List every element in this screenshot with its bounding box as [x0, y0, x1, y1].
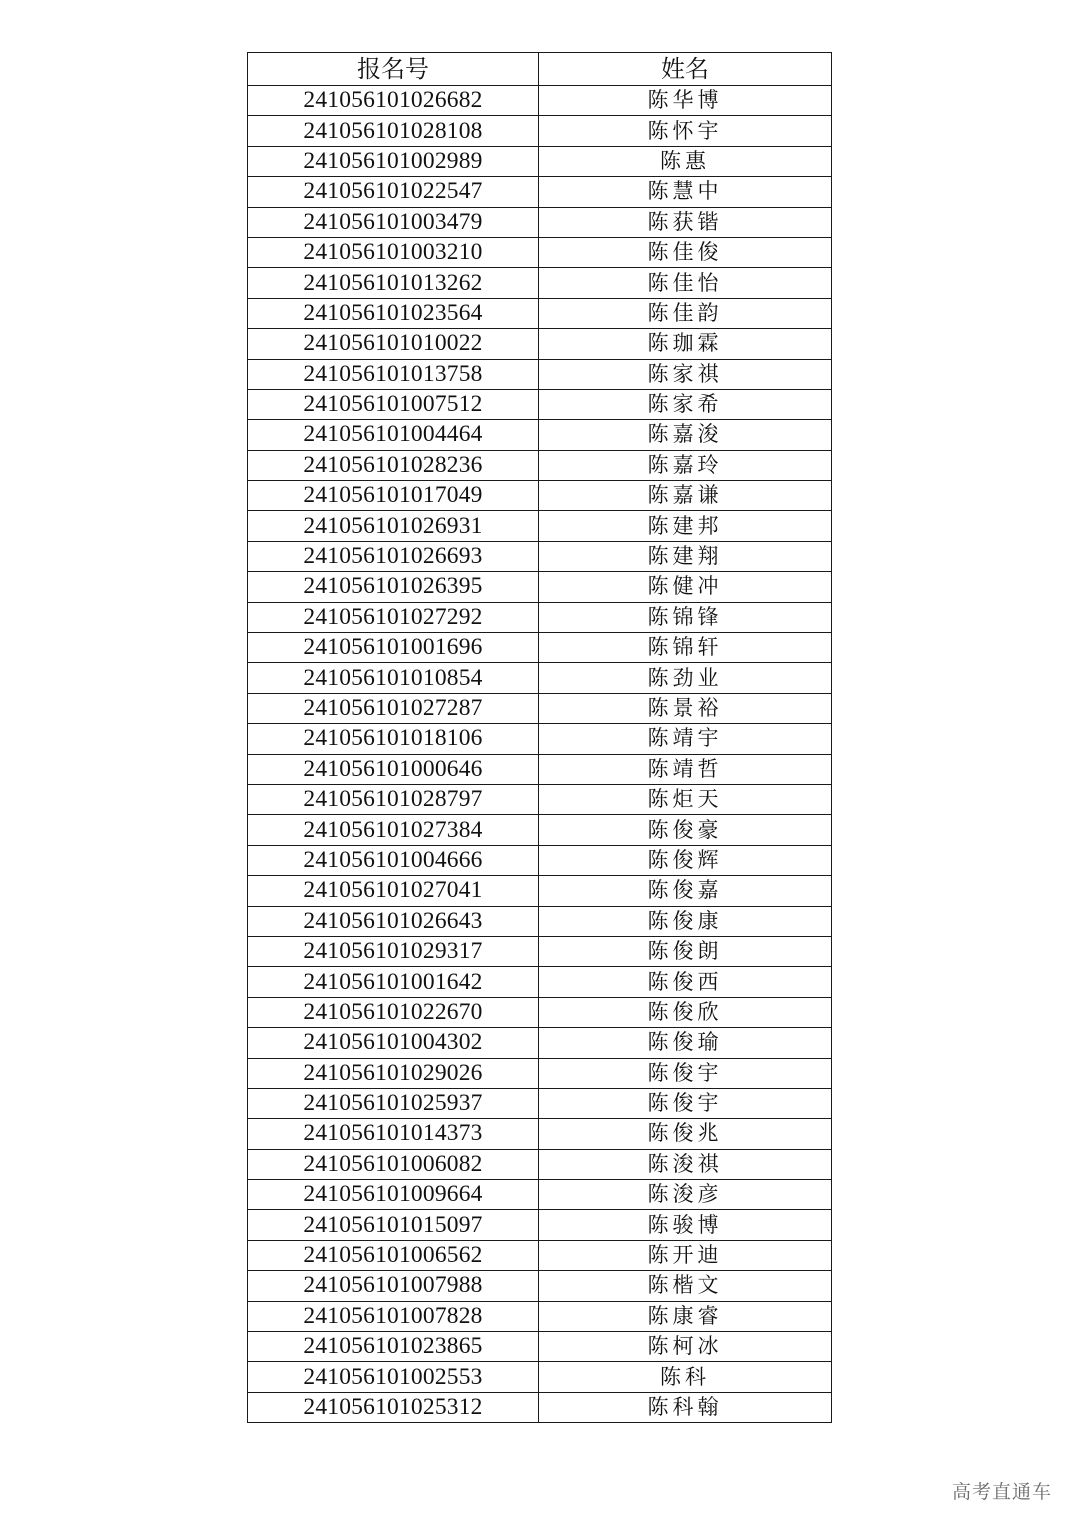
registration-number-cell: 241056101029026	[248, 1058, 539, 1088]
table-row	[248, 572, 832, 602]
registration-number-cell: 241056101013262	[248, 268, 539, 298]
registration-number-cell: 241056101023564	[248, 298, 539, 328]
table-row	[248, 389, 832, 419]
name-cell: 陈佳怡	[539, 268, 832, 298]
name-cell: 陈俊瑜	[539, 1028, 832, 1058]
registration-number-cell: 241056101027041	[248, 876, 539, 906]
table-row	[248, 237, 832, 267]
name-cell: 陈俊豪	[539, 815, 832, 845]
table-row	[248, 1271, 832, 1301]
table-row	[248, 116, 832, 146]
table-row	[248, 420, 832, 450]
name-cell: 陈俊朗	[539, 936, 832, 966]
name-cell: 陈靖宇	[539, 724, 832, 754]
table-row	[248, 177, 832, 207]
header-name: 姓名	[539, 53, 832, 86]
table-row	[248, 298, 832, 328]
name-cell: 陈浚彦	[539, 1180, 832, 1210]
registration-number-cell: 241056101025937	[248, 1088, 539, 1118]
name-cell: 陈俊宇	[539, 1058, 832, 1088]
registration-number-cell: 241056101004302	[248, 1028, 539, 1058]
name-cell: 陈科	[539, 1362, 832, 1392]
table-row	[248, 663, 832, 693]
name-cell: 陈俊嘉	[539, 876, 832, 906]
table-row	[248, 724, 832, 754]
table-row	[248, 268, 832, 298]
name-cell: 陈建邦	[539, 511, 832, 541]
name-cell: 陈嘉谦	[539, 481, 832, 511]
registration-number-cell: 241056101028108	[248, 116, 539, 146]
registration-number-cell: 241056101009664	[248, 1180, 539, 1210]
table-row	[248, 784, 832, 814]
registration-number-cell: 241056101022670	[248, 997, 539, 1027]
registration-number-cell: 241056101004666	[248, 845, 539, 875]
registration-number-cell: 241056101022547	[248, 177, 539, 207]
table-row	[248, 1028, 832, 1058]
table-row	[248, 207, 832, 237]
registration-number-cell: 241056101007988	[248, 1271, 539, 1301]
name-cell: 陈靖哲	[539, 754, 832, 784]
registration-number-cell: 241056101010022	[248, 329, 539, 359]
table-row	[248, 511, 832, 541]
header-registration-number: 报名号	[248, 53, 539, 86]
registration-number-cell: 241056101000646	[248, 754, 539, 784]
table-row	[248, 1392, 832, 1422]
table-row	[248, 876, 832, 906]
table-row	[248, 1119, 832, 1149]
registration-number-cell: 241056101014373	[248, 1119, 539, 1149]
roster-sheet	[247, 52, 831, 1423]
name-cell: 陈珈霖	[539, 329, 832, 359]
registration-number-cell: 241056101027287	[248, 693, 539, 723]
name-cell: 陈骏博	[539, 1210, 832, 1240]
name-cell: 陈炬天	[539, 784, 832, 814]
name-cell: 陈健冲	[539, 572, 832, 602]
registration-number-cell: 241056101010854	[248, 663, 539, 693]
table-row	[248, 815, 832, 845]
table-row	[248, 359, 832, 389]
table-row	[248, 1180, 832, 1210]
name-cell: 陈俊宇	[539, 1088, 832, 1118]
registration-number-cell: 241056101026643	[248, 906, 539, 936]
registration-number-cell: 241056101023865	[248, 1332, 539, 1362]
registration-number-cell: 241056101002553	[248, 1362, 539, 1392]
table-row	[248, 1210, 832, 1240]
registration-number-cell: 241056101013758	[248, 359, 539, 389]
name-cell: 陈俊欣	[539, 997, 832, 1027]
registration-number-cell: 241056101026931	[248, 511, 539, 541]
name-cell: 陈柯冰	[539, 1332, 832, 1362]
registration-number-cell: 241056101028236	[248, 450, 539, 480]
table-row	[248, 481, 832, 511]
table-row	[248, 1301, 832, 1331]
registration-number-cell: 241056101027292	[248, 602, 539, 632]
table-row	[248, 1332, 832, 1362]
name-cell: 陈锦轩	[539, 633, 832, 663]
name-cell: 陈景裕	[539, 693, 832, 723]
name-cell: 陈锦锋	[539, 602, 832, 632]
registration-number-cell: 241056101026395	[248, 572, 539, 602]
registration-number-cell: 241056101025312	[248, 1392, 539, 1422]
table-row	[248, 146, 832, 176]
name-cell: 陈劲业	[539, 663, 832, 693]
table-header-row	[248, 53, 832, 86]
name-cell: 陈科翰	[539, 1392, 832, 1422]
table-row	[248, 541, 832, 571]
table-row	[248, 754, 832, 784]
registration-number-cell: 241056101003210	[248, 237, 539, 267]
name-cell: 陈佳韵	[539, 298, 832, 328]
registration-number-cell: 241056101007828	[248, 1301, 539, 1331]
registration-number-cell: 241056101018106	[248, 724, 539, 754]
name-cell: 陈俊西	[539, 967, 832, 997]
table-row	[248, 450, 832, 480]
name-cell: 陈家祺	[539, 359, 832, 389]
registration-number-cell: 241056101017049	[248, 481, 539, 511]
registration-number-cell: 241056101028797	[248, 784, 539, 814]
table-row	[248, 906, 832, 936]
name-cell: 陈楷文	[539, 1271, 832, 1301]
name-cell: 陈建翔	[539, 541, 832, 571]
name-cell: 陈康睿	[539, 1301, 832, 1331]
table-row	[248, 329, 832, 359]
table-row	[248, 602, 832, 632]
registration-number-cell: 241056101026693	[248, 541, 539, 571]
roster-table	[247, 52, 832, 1423]
table-row	[248, 693, 832, 723]
table-row	[248, 1362, 832, 1392]
name-cell: 陈家希	[539, 389, 832, 419]
table-row	[248, 1058, 832, 1088]
name-cell: 陈嘉浚	[539, 420, 832, 450]
name-cell: 陈惠	[539, 146, 832, 176]
name-cell: 陈开迪	[539, 1240, 832, 1270]
name-cell: 陈获锴	[539, 207, 832, 237]
table-row	[248, 845, 832, 875]
name-cell: 陈慧中	[539, 177, 832, 207]
table-row	[248, 936, 832, 966]
registration-number-cell: 241056101001642	[248, 967, 539, 997]
table-row	[248, 967, 832, 997]
table-row	[248, 1149, 832, 1179]
watermark-text: 高考直通车	[951, 1481, 1052, 1503]
registration-number-cell: 241056101026682	[248, 86, 539, 116]
name-cell: 陈俊兆	[539, 1119, 832, 1149]
registration-number-cell: 241056101006562	[248, 1240, 539, 1270]
name-cell: 陈俊康	[539, 906, 832, 936]
table-body	[248, 86, 832, 1423]
name-cell: 陈佳俊	[539, 237, 832, 267]
table-row	[248, 1240, 832, 1270]
registration-number-cell: 241056101003479	[248, 207, 539, 237]
name-cell: 陈浚祺	[539, 1149, 832, 1179]
registration-number-cell: 241056101006082	[248, 1149, 539, 1179]
table-row	[248, 997, 832, 1027]
registration-number-cell: 241056101004464	[248, 420, 539, 450]
name-cell: 陈俊辉	[539, 845, 832, 875]
name-cell: 陈嘉玲	[539, 450, 832, 480]
table-row	[248, 1088, 832, 1118]
name-cell: 陈华博	[539, 86, 832, 116]
registration-number-cell: 241056101029317	[248, 936, 539, 966]
registration-number-cell: 241056101001696	[248, 633, 539, 663]
registration-number-cell: 241056101002989	[248, 146, 539, 176]
table-row	[248, 86, 832, 116]
name-cell: 陈怀宇	[539, 116, 832, 146]
table-row	[248, 633, 832, 663]
registration-number-cell: 241056101027384	[248, 815, 539, 845]
registration-number-cell: 241056101015097	[248, 1210, 539, 1240]
registration-number-cell: 241056101007512	[248, 389, 539, 419]
